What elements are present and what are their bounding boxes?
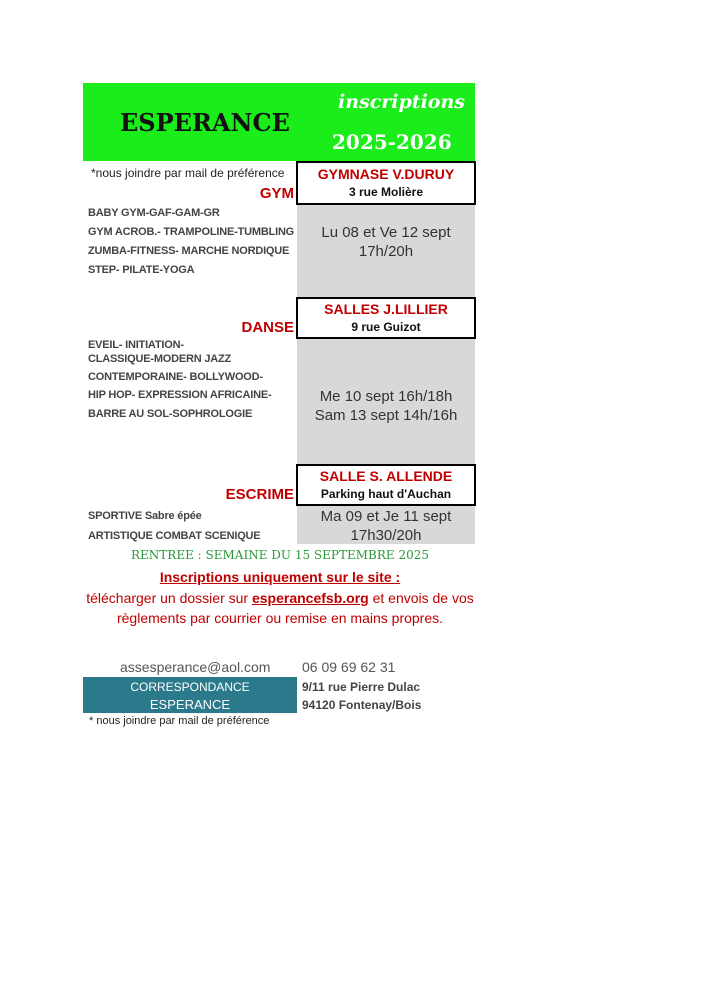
danse-schedule-wed: Me 10 sept 16h/18h	[319, 388, 453, 405]
escrime-schedule-hours: 17h30/20h	[350, 527, 422, 544]
danse-schedule	[297, 387, 475, 425]
danse-activity: CONTEMPORAINE- BOLLYWOOD-	[88, 371, 263, 383]
venue-escrime-address: Parking haut d'Auchan	[320, 487, 452, 501]
contact-phone: 06 09 69 62 31	[302, 659, 396, 675]
venue-danse-name: SALLES J.LILLIER	[324, 301, 448, 317]
danse-activity: BARRE AU SOL-SOPHROLOGIE	[88, 408, 253, 420]
gym-schedule-days: Lu 08 et Ve 12 sept	[321, 224, 451, 241]
contact-note-top: *nous joindre par mail de préférence	[91, 166, 285, 180]
section-danse-label: DANSE	[241, 319, 294, 336]
address-street: 9/11 rue Pierre Dulac	[302, 680, 421, 694]
contact-note-bottom: * nous joindre par mail de préférence	[89, 715, 270, 727]
danse-activity: HIP HOP- EXPRESSION AFRICAINE-	[88, 389, 272, 401]
venue-gym-name: GYMNASE V.DURUY	[317, 166, 455, 182]
section-gym-label: GYM	[259, 185, 294, 202]
inscriptions-heading: inscriptions	[338, 91, 465, 113]
club-title: ESPERANCE	[120, 108, 290, 137]
escrime-schedule	[297, 507, 475, 545]
correspondance-name: ESPERANCE	[149, 697, 231, 712]
inscriptions-notice: Inscriptions uniquement sur le site :	[159, 569, 401, 585]
website-link[interactable]: esperancefsb.org	[251, 590, 369, 606]
venue-danse	[296, 297, 476, 339]
gym-activity: ZUMBA-FITNESS- MARCHE NORDIQUE	[88, 245, 290, 257]
venue-gym-address: 3 rue Molière	[348, 185, 424, 199]
address-city: 94120 Fontenay/Bois	[302, 698, 422, 712]
venue-escrime-name: SALLE S. ALLENDE	[319, 468, 453, 484]
download-text-line2: règlements par courrier ou remise en mains propres.	[116, 610, 444, 626]
gym-activity: BABY GYM-GAF-GAM-GR	[88, 207, 220, 219]
contact-email: assesperance@aol.com	[120, 659, 271, 675]
season-heading: 2025-2026	[332, 130, 452, 154]
escrime-activity: SPORTIVE Sabre épée	[88, 510, 202, 522]
download-text-after: et envois de vos	[368, 590, 474, 606]
section-escrime-label: ESCRIME	[225, 486, 294, 503]
gym-activity: GYM ACROB.- TRAMPOLINE-TUMBLING	[88, 226, 295, 238]
gym-activity: STEP- PILATE-YOGA	[88, 264, 195, 276]
escrime-schedule-days: Ma 09 et Je 11 sept	[320, 508, 452, 525]
download-instructions	[60, 588, 500, 628]
danse-schedule-sat: Sam 13 sept 14h/16h	[314, 407, 458, 424]
download-text-before: télécharger un dossier sur	[86, 590, 252, 606]
gym-schedule	[297, 223, 475, 261]
venue-escrime	[296, 464, 476, 506]
venue-danse-address: 9 rue Guizot	[351, 320, 421, 334]
venue-gym	[296, 161, 476, 205]
danse-activity: EVEIL- INITIATION-	[88, 339, 184, 351]
correspondance-box	[83, 677, 297, 713]
rentree-notice: RENTREE : SEMAINE DU 15 SEPTEMBRE 2025	[131, 548, 429, 562]
gym-schedule-hours: 17h/20h	[358, 243, 414, 260]
correspondance-label: CORRESPONDANCE	[130, 680, 250, 694]
escrime-activity: ARTISTIQUE COMBAT SCENIQUE	[88, 530, 261, 542]
danse-activity: CLASSIQUE-MODERN JAZZ	[88, 353, 232, 365]
